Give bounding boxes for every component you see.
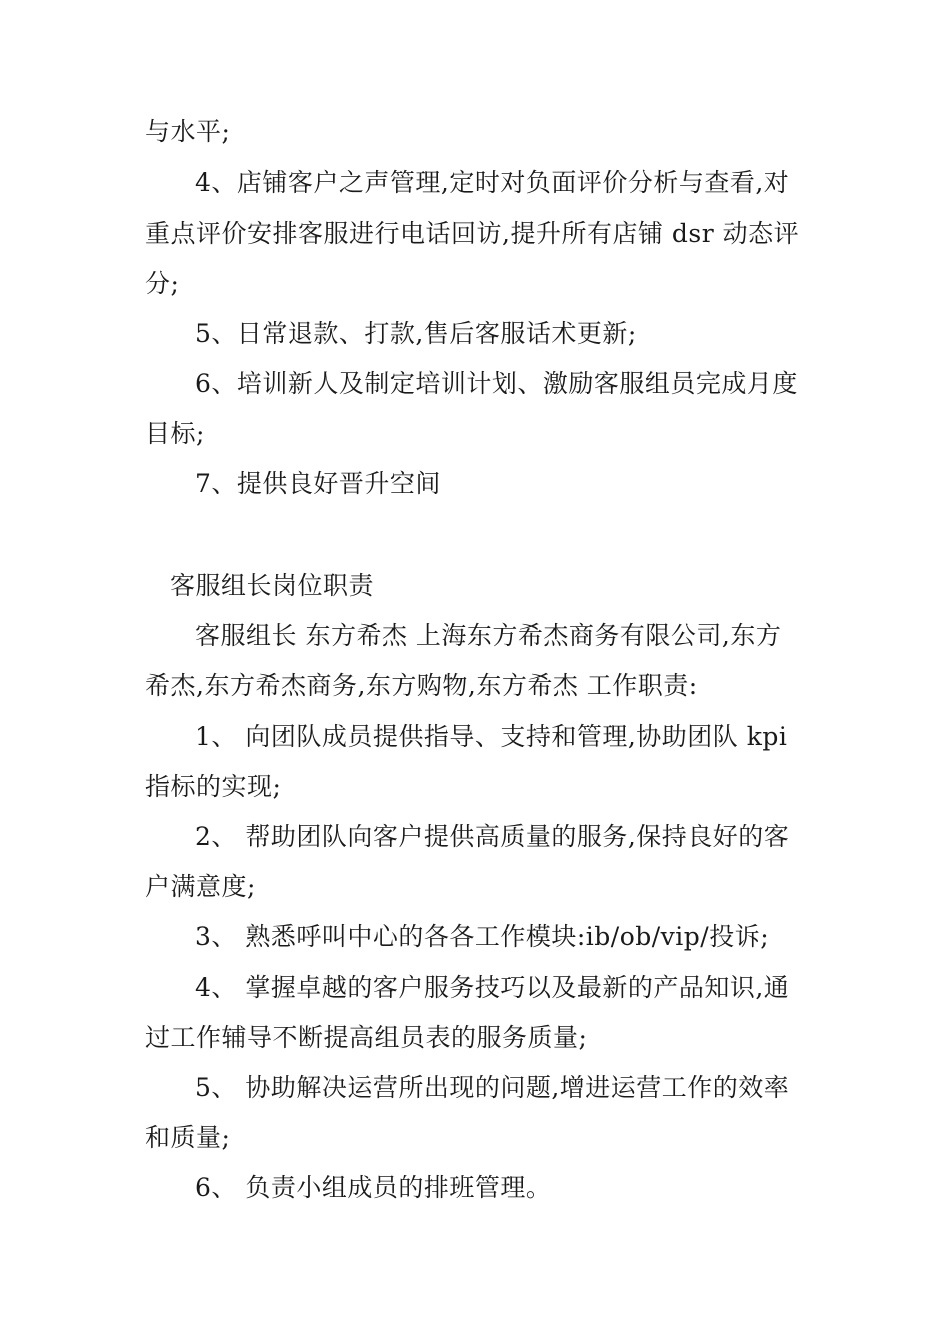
text-line: 客服组长 东方希杰 上海东方希杰商务有限公司,东方	[195, 621, 782, 650]
text-line: 5、日常退款、打款,售后客服话术更新;	[195, 319, 637, 348]
text-line: 过工作辅导不断提高组员表的服务质量;	[145, 1023, 588, 1052]
text-line: 与水平;	[145, 117, 231, 146]
text-line: 重点评价安排客服进行电话回访,提升所有店铺 dsr 动态评	[145, 219, 800, 248]
text-line: 和质量;	[145, 1123, 231, 1152]
text-line: 5、 协助解决运营所出现的问题,增进运营工作的效率	[195, 1073, 790, 1102]
text-line: 2、 帮助团队向客户提供高质量的服务,保持良好的客	[195, 822, 790, 851]
text-line: 分;	[145, 269, 180, 298]
text-line: 1、 向团队成员提供指导、支持和管理,协助团队 kpi	[195, 722, 788, 751]
text-line: 3、 熟悉呼叫中心的各各工作模块:ib/ob/vip/投诉;	[195, 922, 770, 951]
text-line: 6、培训新人及制定培训计划、激励客服组员完成月度	[195, 369, 798, 398]
text-line: 6、 负责小组成员的排班管理。	[195, 1173, 552, 1202]
text-line: 指标的实现;	[145, 772, 282, 801]
text-line: 目标;	[145, 419, 205, 448]
text-line: 4、 掌握卓越的客户服务技巧以及最新的产品知识,通	[195, 973, 790, 1002]
text-line: 7、提供良好晋升空间	[195, 469, 441, 498]
text-line: 户满意度;	[145, 872, 256, 901]
text-line: 希杰,东方希杰商务,东方购物,东方希杰 工作职责:	[145, 671, 698, 700]
section-heading: 客服组长岗位职责	[170, 571, 375, 600]
text-line: 4、店铺客户之声管理,定时对负面评价分析与查看,对	[195, 168, 790, 197]
